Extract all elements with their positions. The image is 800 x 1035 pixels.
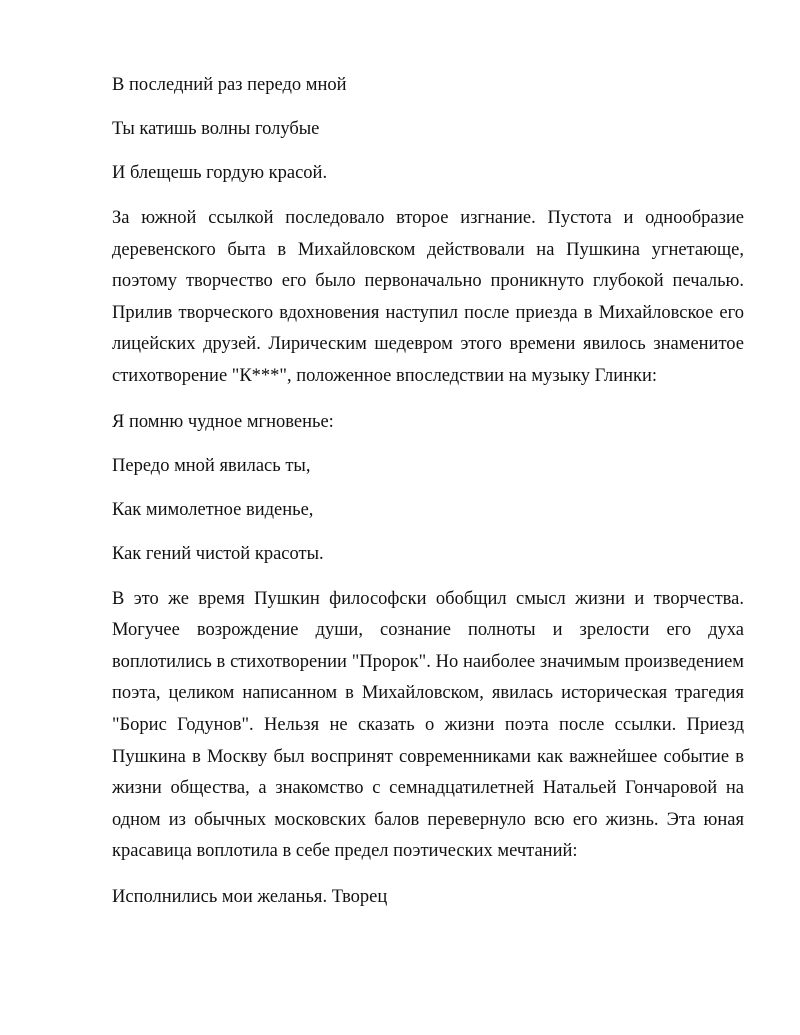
verse-line: И блещешь гордую красой. [112, 163, 328, 183]
verse-line: Как мимолетное виденье, [112, 499, 314, 520]
verse-line: Ты катишь волны голубые [112, 119, 320, 139]
verse-line: Как гений чистой красоты. [112, 543, 324, 564]
verse-line: В последний раз передо мной [112, 75, 347, 95]
verse-line: Передо мной явилась ты, [112, 455, 311, 476]
body-paragraph: За южной ссылкой последовало второе изгнание. Пустота и однообразие деревенского быта в Михайловском действовали на Пушкина угнетающе, поэтому творчество его было первоначально проникнуто глубокой печалью. Прилив творческого вдохновения наступил после приезда в Михайловское его лицейских друзей. Лирическим шедевром этого времени явилось знаменитое стихотворение "К***", положенное впоследствии на музыку Глинки: [112, 208, 744, 386]
verse-line: Я помню чудное мгновенье: [112, 411, 334, 432]
verse-line: Исполнились мои желанья. Творец [112, 886, 388, 907]
body-paragraph: В это же время Пушкин философски обобщил смысл жизни и творчества. Могучее возрождение души, сознание полноты и зрелости его духа воплотились в стихотворении "Пророк". Но наиболее значимым произведением поэта, целиком написанном в Михайловском, явилась историческая трагедия "Борис Годунов". Нельзя не сказать о жизни поэта после ссылки. Приезд Пушкина в Москву был воспринят современниками как важнейшее событие в жизни общества, а знакомство с семнадцатилетней Натальей Гончаровой на одном из обычных московских балов перевернуло всю его жизнь. Эта юная красавица воплотила в себе предел поэтических мечтаний: [112, 588, 744, 862]
document-body [112, 71, 744, 927]
